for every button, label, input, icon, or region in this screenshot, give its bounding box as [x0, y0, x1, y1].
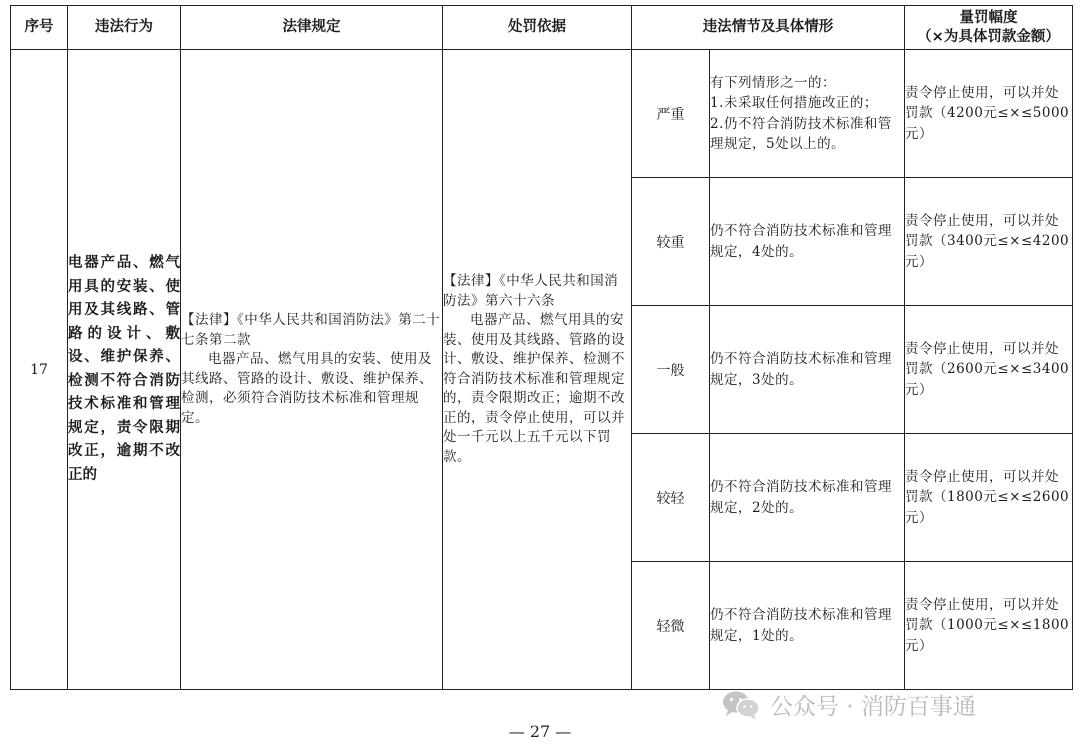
penalty-serious: 责令停止使用，可以并处罚款（4200元≤×≤5000元） — [905, 50, 1073, 178]
header-penalty — [905, 6, 1073, 50]
table-header-row — [11, 6, 1073, 50]
watermark — [722, 688, 976, 721]
header-penalty-title: 量罚幅度 — [959, 9, 1018, 26]
penalty-general: 责令停止使用，可以并处罚款（2600元≤×≤3400元） — [905, 306, 1073, 434]
row-seq: 17 — [11, 50, 68, 690]
penalty-relatively-serious: 责令停止使用，可以并处罚款（3400元≤×≤4200元） — [905, 178, 1073, 306]
situation-line: 有下列情形之一的： — [710, 74, 836, 91]
situation-line: 2.仍不符合消防技术标准和管理规定，5处以上的。 — [710, 115, 892, 152]
situation-relatively-serious: 仍不符合消防技术标准和管理规定，4处的。 — [710, 178, 905, 306]
watermark-text: 公众号 · 消防百事通 — [770, 694, 976, 720]
header-basis: 处罚依据 — [443, 6, 632, 50]
level-serious: 严重 — [632, 50, 710, 178]
wechat-icon — [722, 690, 760, 720]
penalty-minor: 责令停止使用，可以并处罚款（1000元≤×≤1800元） — [905, 562, 1073, 690]
header-circumstance: 违法情节及具体情形 — [632, 6, 905, 50]
penalty-basis — [443, 50, 632, 690]
situation-serious — [710, 50, 905, 178]
header-penalty-note: （×为具体罚款金额） — [917, 28, 1060, 45]
situation-line: 1.未采取任何措施改正的； — [710, 95, 878, 111]
situation-general: 仍不符合消防技术标准和管理规定，3处的。 — [710, 306, 905, 434]
header-law: 法律规定 — [181, 6, 443, 50]
situation-minor: 仍不符合消防技术标准和管理规定，1处的。 — [710, 562, 905, 690]
page-number: — 27 — — [508, 722, 572, 741]
header-seq: 序号 — [11, 6, 68, 50]
law-provision — [181, 50, 443, 690]
violation-action: 电器产品、燃气用具的安装、使用及其线路、管路的设计、敷设、维护保养、检测不符合消防技术标准和管理规定，责令限期改正，逾期不改正的 — [68, 50, 181, 690]
penalty-relatively-minor: 责令停止使用，可以并处罚款（1800元≤×≤2600元） — [905, 434, 1073, 562]
law-title: 【法律】《中华人民共和国消防法》第二十七条第二款 — [181, 312, 441, 348]
level-relatively-minor: 较轻 — [632, 434, 710, 562]
law-text: 电器产品、燃气用具的安装、使用及其线路、管路的设计、敷设、维护保养、检测，必须符合消防技术标准和管理规定。 — [181, 351, 433, 426]
situation-relatively-minor: 仍不符合消防技术标准和管理规定，2处的。 — [710, 434, 905, 562]
level-general: 一般 — [632, 306, 710, 434]
basis-text: 电器产品、燃气用具的安装、使用及其线路、管路的设计、敷设、维护保养、检测不符合消防技术标准和管理规定的，责令限期改正；逾期不改正的，责令停止使用，可以并处一千元以上五千元以下罚款。 — [443, 312, 625, 465]
basis-title: 【法律】《中华人民共和国消防法》第六十六条 — [443, 273, 619, 309]
table-row — [11, 50, 1073, 178]
level-relatively-serious: 较重 — [632, 178, 710, 306]
level-minor: 轻微 — [632, 562, 710, 690]
penalty-standard-table — [10, 5, 1073, 690]
header-action: 违法行为 — [68, 6, 181, 50]
